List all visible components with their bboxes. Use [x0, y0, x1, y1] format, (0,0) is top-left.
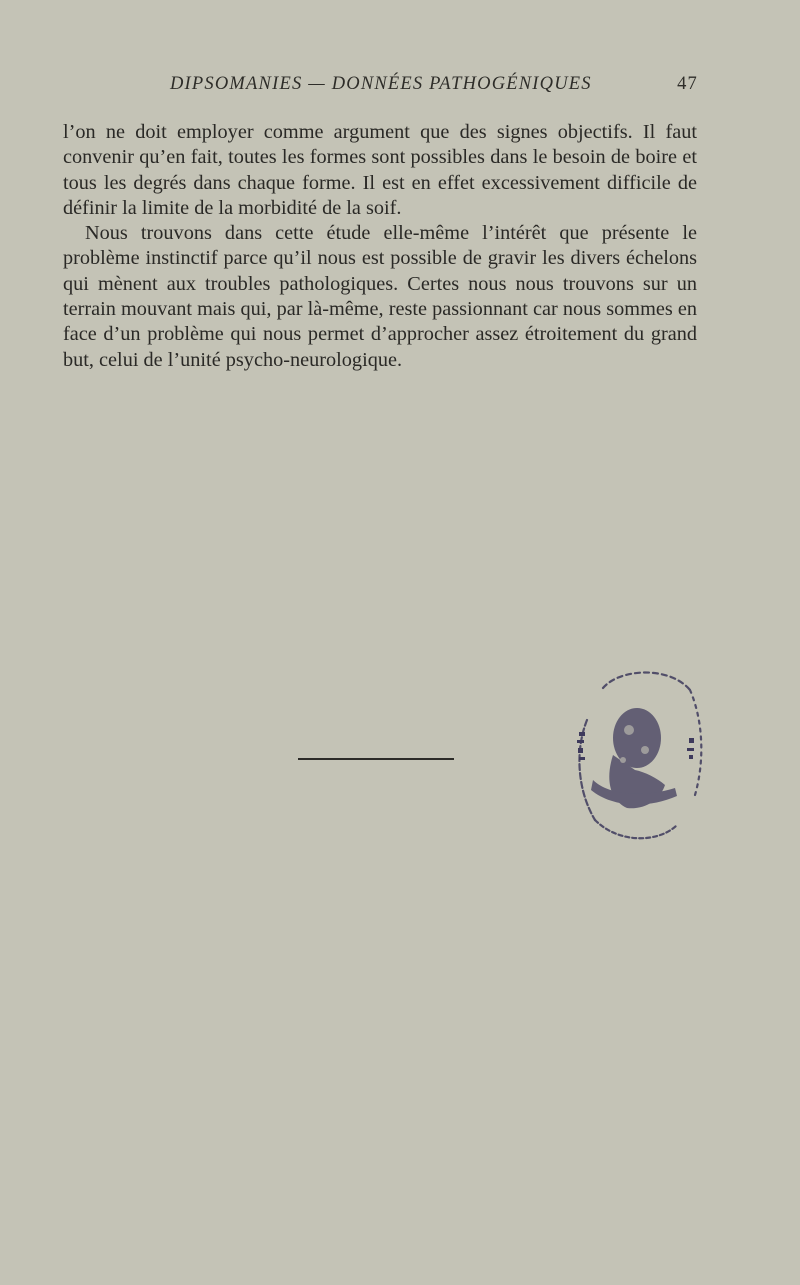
- library-stamp-icon: [565, 660, 705, 845]
- paragraph: Nous trouvons dans cette étude elle-même l’intérêt que présente le problème instinctif parce qu’il nous est possible de gravir les divers échelons qui mènent aux troubles pathologiques. Certes nous nous trouvons sur un terrain mouvant mais qui, par là-même, reste passionnant car nous sommes en face d’un problème qui nous permet d’approcher assez étroitement du grand but, celui de l’unité psycho-neurologique.: [63, 222, 697, 371]
- section-end-rule: [298, 758, 454, 760]
- running-title: DIPSOMANIES — DONNÉES PATHOGÉNIQUES: [170, 74, 592, 94]
- paragraph: l’on ne doit employer comme argument que des signes objectifs. Il faut convenir qu’en fait, toutes les formes sont possibles dans le besoin de boire et tous les degrés dans chaque forme. Il est en effet excessivement difficile de définir la limite de la morbidité de la soif.: [63, 121, 697, 219]
- body-text: [63, 120, 697, 373]
- page-number: 47: [677, 74, 698, 94]
